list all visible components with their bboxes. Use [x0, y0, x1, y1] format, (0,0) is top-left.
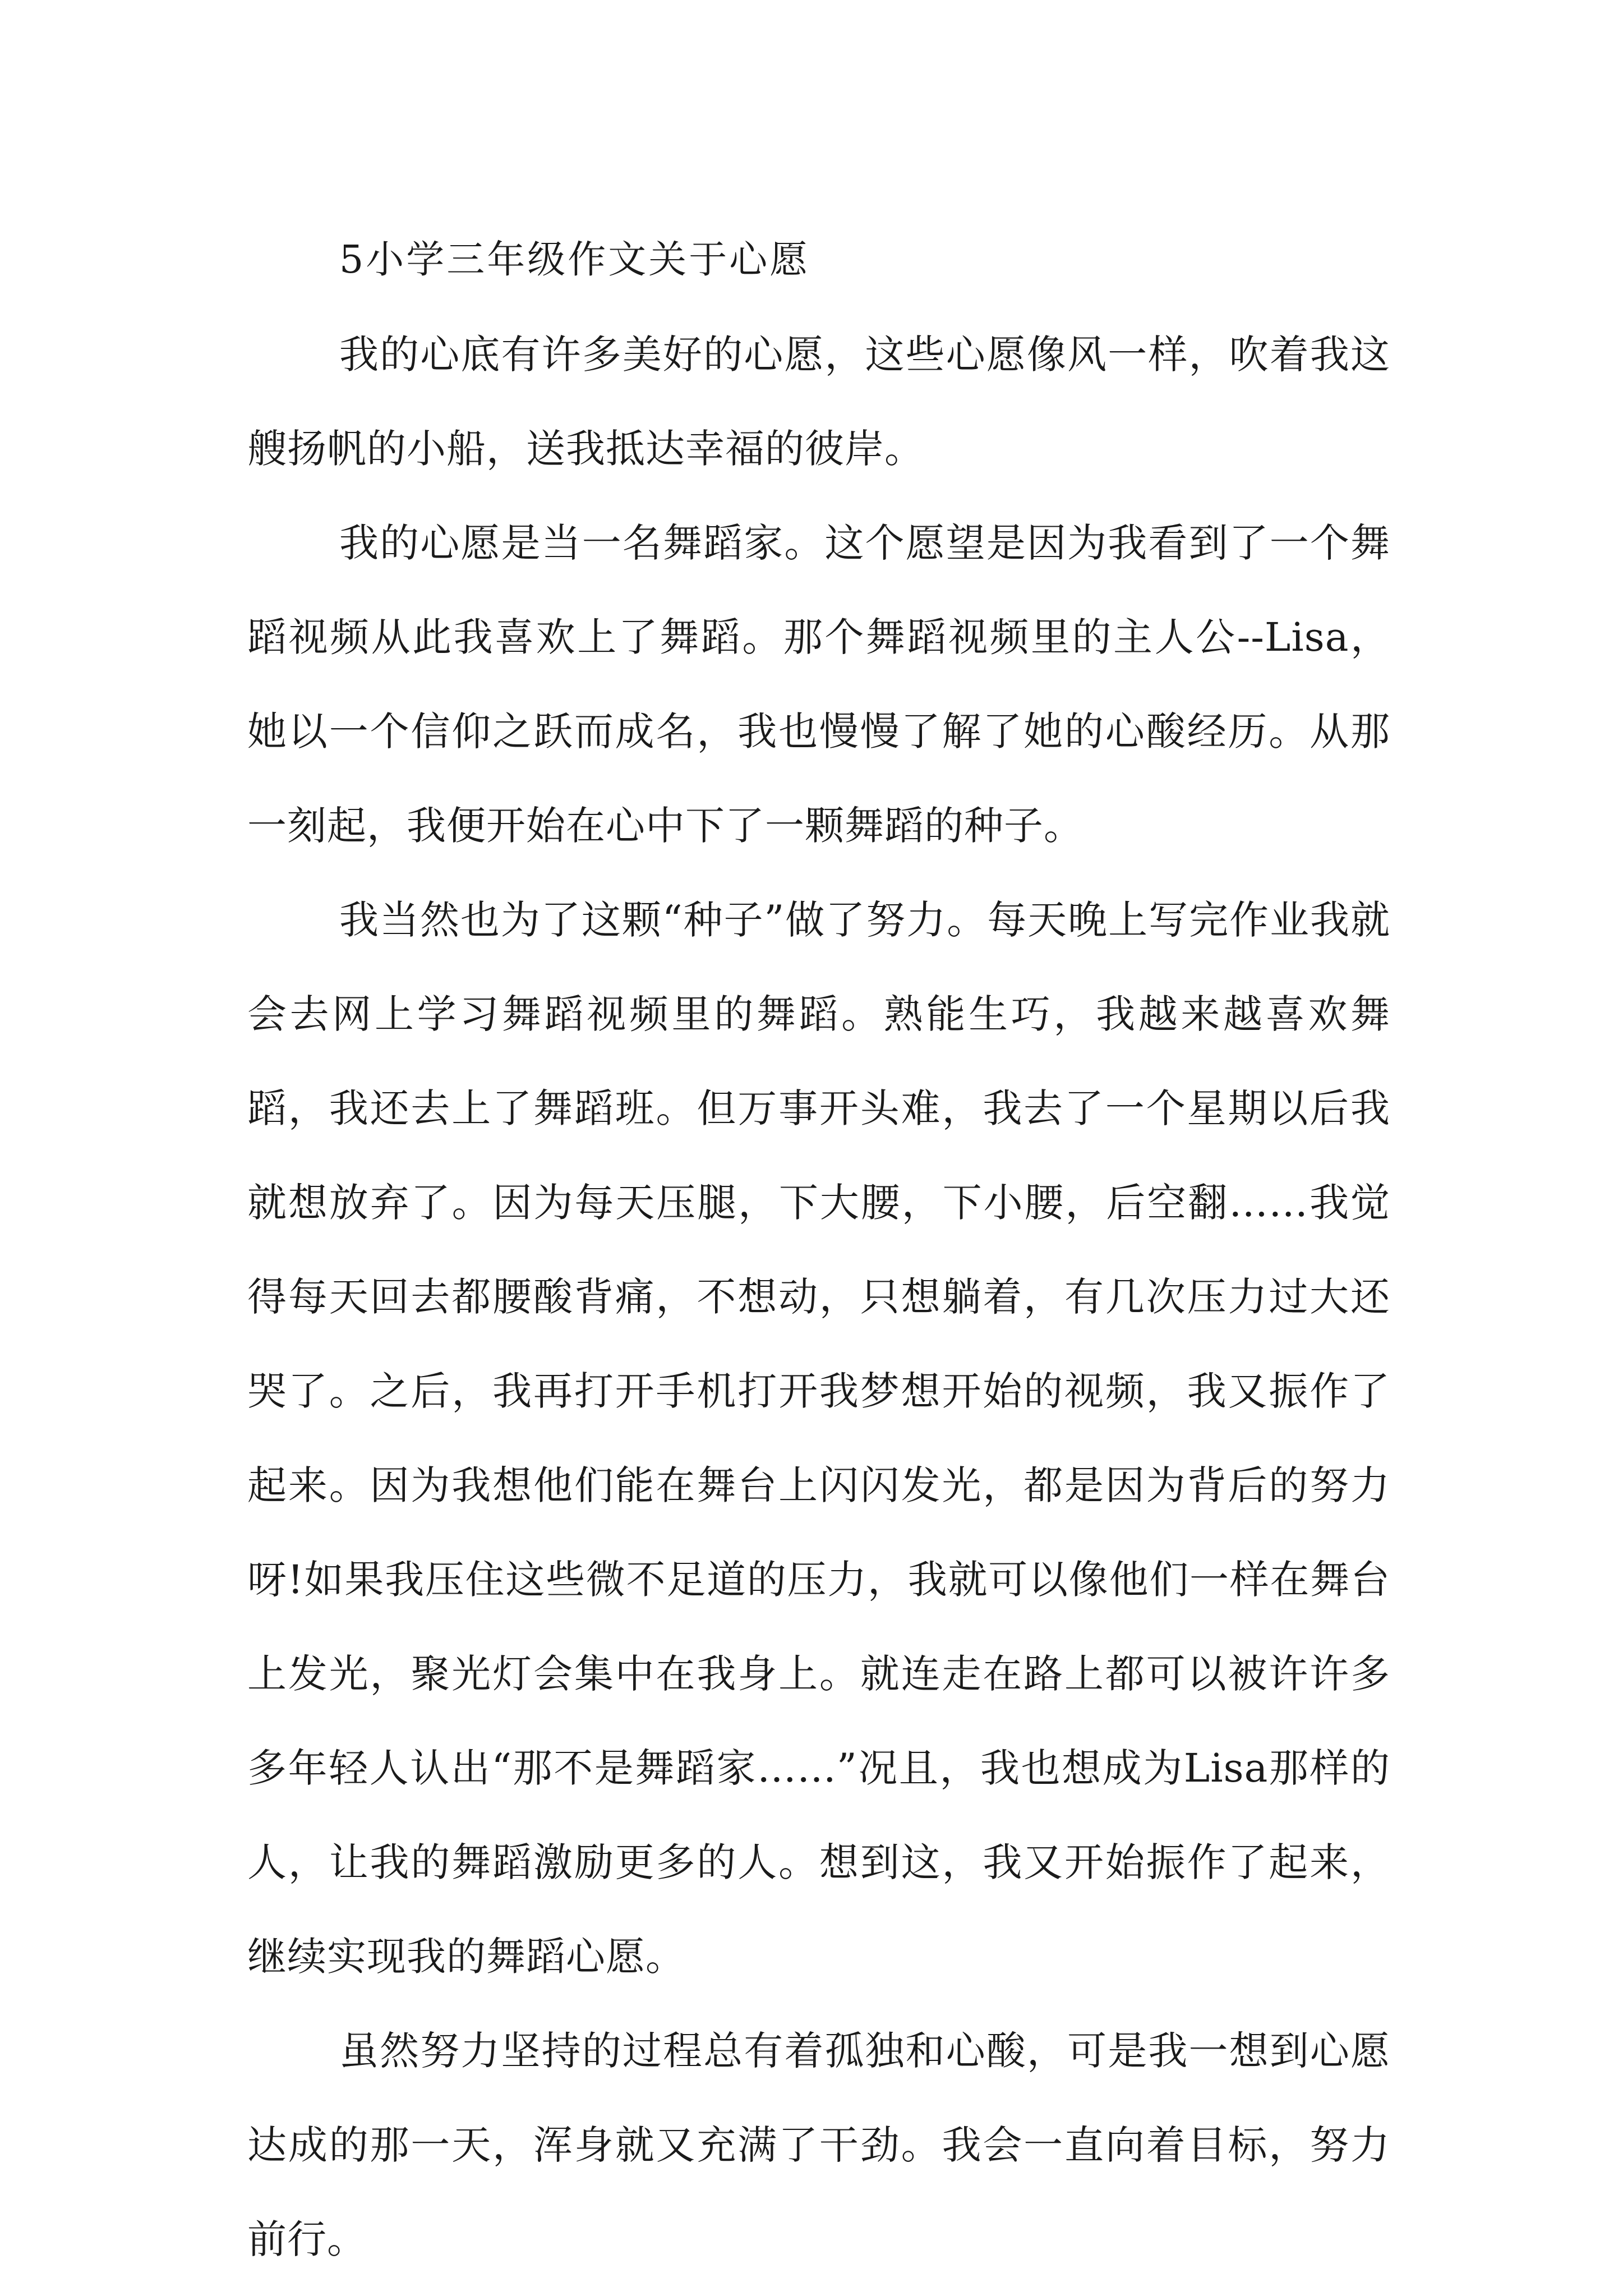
essay-body [247, 213, 1390, 2286]
paragraph-wish: 我的心愿是当一名舞蹈家。这个愿望是因为我看到了一个舞蹈视频从此我喜欢上了舞蹈。那个舞蹈视频里的主人公--Lisa，她以一个信仰之跃而成名，我也慢慢了解了她的心酸经历。从那一刻起，我便开始在心中下了一颗舞蹈的种子。 [247, 520, 1390, 849]
paragraph-intro: 我的心底有许多美好的心愿，这些心愿像风一样，吹着我这艘扬帆的小船，送我抵达幸福的彼岸。 [247, 332, 1390, 472]
paragraph-conclusion: 虽然努力坚持的过程总有着孤独和心酸，可是我一想到心愿达成的那一天，浑身就又充满了干劲。我会一直向着目标，努力前行。 [247, 2028, 1390, 2262]
paragraph-effort: 我当然也为了这颗“种子”做了努力。每天晚上写完作业我就会去网上学习舞蹈视频里的舞蹈。熟能生巧，我越来越喜欢舞蹈，我还去上了舞蹈班。但万事开头难，我去了一个星期以后我就想放弃了。因为每天压腿，下大腰，下小腰，后空翻……我觉得每天回去都腰酸背痛，不想动，只想躺着，有几次压力过大还哭了。之后，我再打开手机打开我梦想开始的视频，我又振作了起来。因为我想他们能在舞台上闪闪发光，都是因为背后的努力呀!如果我压住这些微不足道的压力，我就可以像他们一样在舞台上发光，聚光灯会集中在我身上。就连走在路上都可以被许许多多年轻人认出“那不是舞蹈家……”况且，我也想成为Lisa那样的人，让我的舞蹈激励更多的人。想到这，我又开始振作了起来，继续实现我的舞蹈心愿。 [247, 897, 1390, 1980]
essay-title: 5小学三年级作文关于心愿 [339, 238, 810, 282]
